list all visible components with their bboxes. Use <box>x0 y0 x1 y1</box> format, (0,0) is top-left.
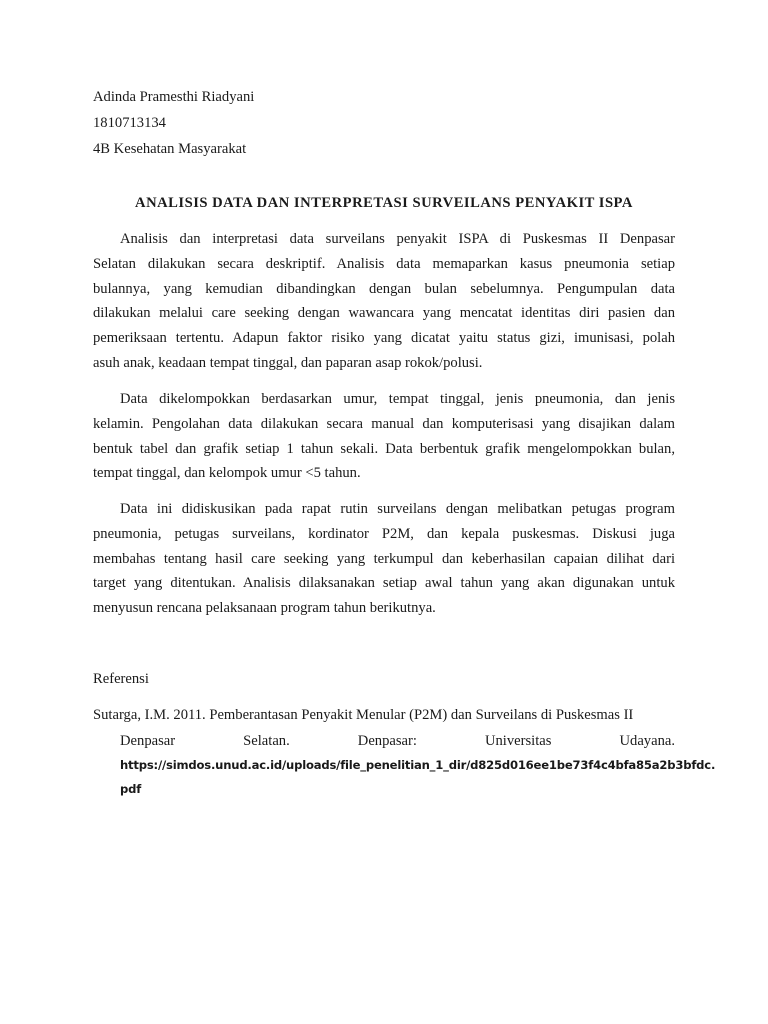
paragraph-line: dilakukan melalui care seeking dengan wawancara yang mencatat identitas diri pasien dan <box>93 305 675 322</box>
paragraph-line: pneumonia, petugas surveilans, kordinator P2M, dan kepala puskesmas. Diskusi juga <box>93 525 675 542</box>
paragraph-line: asuh anak, keadaan tempat tinggal, dan paparan asap rokok/polusi. <box>93 354 483 371</box>
author-name: Adinda Pramesthi Riadyani <box>93 89 255 105</box>
paragraph-line: bentuk tabel dan grafik setiap 1 tahun sekali. Data berbentuk grafik mengelompokkan bulan, <box>93 440 675 457</box>
reference-url-continuation[interactable]: pdf <box>120 782 142 796</box>
reference-entry-continuation <box>120 729 716 801</box>
paragraph-2 <box>93 387 675 486</box>
reference-url[interactable]: https://simdos.unud.ac.id/uploads/file_penelitian_1_dir/d825d016ee1be73f4c4bfa85a2b3bfdc. <box>120 758 716 772</box>
paragraph-line: bulannya, yang kemudian dibandingkan dengan bulan sebelumnya. Pengumpulan data <box>93 280 675 297</box>
paragraph-line: Data ini didiskusikan pada rapat rutin surveilans dengan melibatkan petugas program <box>120 501 675 517</box>
paragraph-line: membahas tentang hasil care seeking yang terkumpul dan keberhasilan capaian dilihat dari <box>93 550 675 567</box>
paragraph-line: Data dikelompokkan berdasarkan umur, tempat tinggal, jenis pneumonia, dan jenis <box>120 391 675 407</box>
paragraph-1 <box>93 227 675 376</box>
reference-entry-line: Sutarga, I.M. 2011. Pemberantasan Penyakit Menular (P2M) dan Surveilans di Puskesmas II <box>93 707 634 723</box>
reference-entry-line: Denpasar Selatan. Denpasar: Universitas Udayana. <box>120 733 675 749</box>
paragraph-line: Selatan dilakukan secara deskriptif. Analisis data memaparkan kasus pneumonia setiap <box>93 255 675 272</box>
paragraph-line: tempat tinggal, dan kelompok umur <5 tahun. <box>93 465 361 482</box>
references-heading: Referensi <box>93 671 149 687</box>
paragraph-line: kelamin. Pengolahan data dilakukan secara manual dan komputerisasi yang disajikan dalam <box>93 415 675 432</box>
paragraph-line: Analisis dan interpretasi data surveilans penyakit ISPA di Puskesmas II Denpasar <box>120 231 675 247</box>
paragraph-line: target yang ditentukan. Analisis dilaksanakan setiap awal tahun yang akan digunakan untuk <box>93 575 675 592</box>
student-id: 1810713134 <box>93 115 166 131</box>
paragraph-3 <box>93 497 675 621</box>
paragraph-line: menyusun rencana pelaksanaan program tahun berikutnya. <box>93 600 436 617</box>
document-title: ANALISIS DATA DAN INTERPRETASI SURVEILANS PENYAKIT ISPA <box>135 195 633 211</box>
class-name: 4B Kesehatan Masyarakat <box>93 141 247 157</box>
paragraph-line: pemeriksaan tertentu. Adapun faktor risiko yang dicatat yaitu status gizi, imunisasi, polah <box>93 330 675 347</box>
